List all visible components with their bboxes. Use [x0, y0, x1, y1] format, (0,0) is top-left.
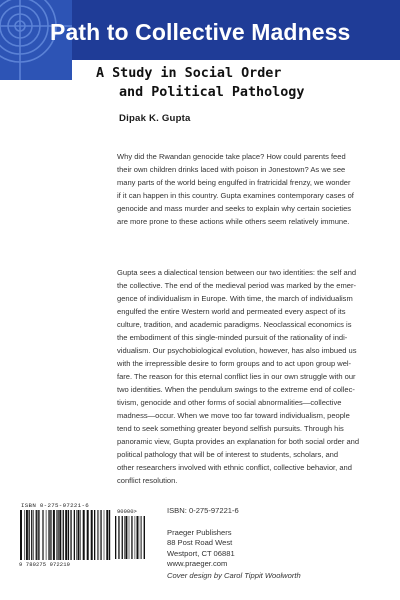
barcode-bar [124, 516, 125, 559]
barcode-bar [135, 516, 136, 559]
text-line: conflict resolution. [117, 476, 178, 485]
barcode-bar [76, 510, 77, 560]
barcode-bar [122, 516, 123, 559]
barcode-bar [56, 510, 57, 560]
text-line: the embodiment of this single-minded pursuit of the rationality of indi- [117, 333, 348, 342]
barcode-bar [39, 510, 40, 560]
barcode-bar [74, 510, 75, 560]
barcode-bar [87, 510, 89, 560]
description-paragraph-2 [117, 266, 393, 487]
text-line: with the irrepressible desire to form groups and to act upon group wel- [117, 359, 352, 368]
publisher-web: www.praeger.com [167, 559, 228, 569]
text-line: the collective. The end of the medieval period was marked by the emer- [117, 281, 356, 290]
barcode-bar [29, 510, 30, 560]
barcode-bar [68, 510, 69, 560]
barcode-bar [26, 510, 28, 560]
barcode-bar [65, 510, 67, 560]
barcode-bar [43, 510, 44, 560]
barcode-bar [24, 510, 25, 560]
text-line: panoramic view, Gupta provides an explanation for both social order and [117, 437, 360, 446]
author-name: Dipak K. Gupta [119, 113, 191, 124]
barcode-addon-label: 90000> [117, 508, 137, 515]
barcode-bar [94, 510, 95, 560]
text-line: genocide and mass murder and seeks to explain why certain societies [117, 204, 352, 213]
text-line: vidualism. Our psychobiological evolution, however, has also imbued us [117, 346, 357, 355]
publisher-city: Westport, CT 06881 [167, 548, 235, 558]
text-line: tend to seek something greater beyond selfish pursuits. Through his [117, 424, 344, 433]
barcode-isbn-label: ISBN 0-275-97221-6 [21, 502, 90, 509]
text-line: gence of individualism in Europe. With time, the march of individualism [117, 294, 353, 303]
barcode-bar [38, 510, 39, 560]
text-line: culture, tradition, and academic paradigms. Neoclassical economics is [117, 320, 352, 329]
text-line: are more prone to these actions while others seem relatively immune. [117, 217, 350, 226]
publisher-name: Praeger Publishers [167, 527, 232, 537]
barcode-bar [57, 510, 58, 560]
text-line: many parts of the world being engulfed in fratricidal frenzy, we wonder [117, 178, 351, 187]
barcode-bar [118, 516, 119, 559]
barcode-bar [36, 510, 37, 560]
barcode-bar [31, 510, 32, 560]
barcode-bar [140, 516, 141, 559]
text-line: Gupta sees a dialectical tension between our two identities: the self and [117, 268, 357, 277]
text-line: Why did the Rwandan genocide take place? How could parents feed [117, 152, 346, 161]
barcode-bar [46, 510, 47, 560]
book-title: Path to Collective Madness [50, 19, 351, 45]
barcode-bar [115, 516, 116, 559]
text-line: engulfed the entire Western world and permeated every aspect of its [117, 307, 346, 316]
barcode-bar [129, 516, 130, 559]
barcode-bar [97, 510, 98, 560]
barcode-bar [141, 516, 142, 559]
barcode-bar [59, 510, 61, 560]
barcode-bar [99, 510, 100, 560]
barcode-bar [20, 510, 22, 560]
barcode-digits: 9 780275 972219 [19, 561, 71, 568]
subtitle-line-1: A Study in Social Order [96, 66, 282, 81]
text-line: tivism, genocide and other forms of social abnormalities—collective [117, 398, 342, 407]
text-line: other researchers involved with ethnic conflict, collective behavior, and [117, 463, 352, 472]
book-subtitle [96, 64, 396, 102]
barcode-bar [91, 510, 93, 560]
publisher-isbn: ISBN: 0-275-97221-6 [167, 506, 239, 515]
barcode-bar [48, 510, 49, 560]
barcode-bar [80, 510, 81, 560]
text-line: madness—occur. When we move too far toward individualism, people [117, 411, 350, 420]
barcode-bar [78, 510, 80, 560]
cover-design-credit: Cover design by Carol Tippit Woolworth [167, 571, 301, 580]
barcode-bar [144, 516, 145, 559]
publisher-block [167, 506, 239, 570]
text-line: if it can happen in this country. Gupta examines contemporary cases of [117, 191, 354, 200]
barcode-bar [125, 516, 127, 559]
barcode-bar [109, 510, 110, 560]
text-line: fare. The reason for this eternal conflict lies in our own struggle with our [117, 372, 356, 381]
subtitle-line-2: and Political Pathology [119, 85, 305, 100]
text-line: their own children drinks laced with poison in Jonestown? As we see [117, 165, 346, 174]
barcode-bar [50, 510, 51, 560]
barcode-bar [104, 510, 105, 560]
barcode-bar [63, 510, 64, 560]
text-line: political pathology that will be of interest to students, scholars, and [117, 450, 339, 459]
barcode-bar [70, 510, 71, 560]
barcode [20, 510, 112, 560]
barcode-bar [131, 516, 132, 559]
publisher-street: 88 Post Road West [167, 538, 233, 548]
barcode-bar [137, 516, 139, 559]
barcode-bar [33, 510, 34, 560]
barcode-addon [115, 516, 145, 559]
barcode-bar [106, 510, 108, 560]
barcode-bar [100, 510, 101, 560]
barcode-bar [83, 510, 85, 560]
barcode-bar [53, 510, 55, 560]
description-paragraph-1 [117, 150, 393, 228]
barcode-bar [42, 510, 43, 560]
text-line: two identities. When the pendulum swings to the extreme end of collec- [117, 385, 355, 394]
